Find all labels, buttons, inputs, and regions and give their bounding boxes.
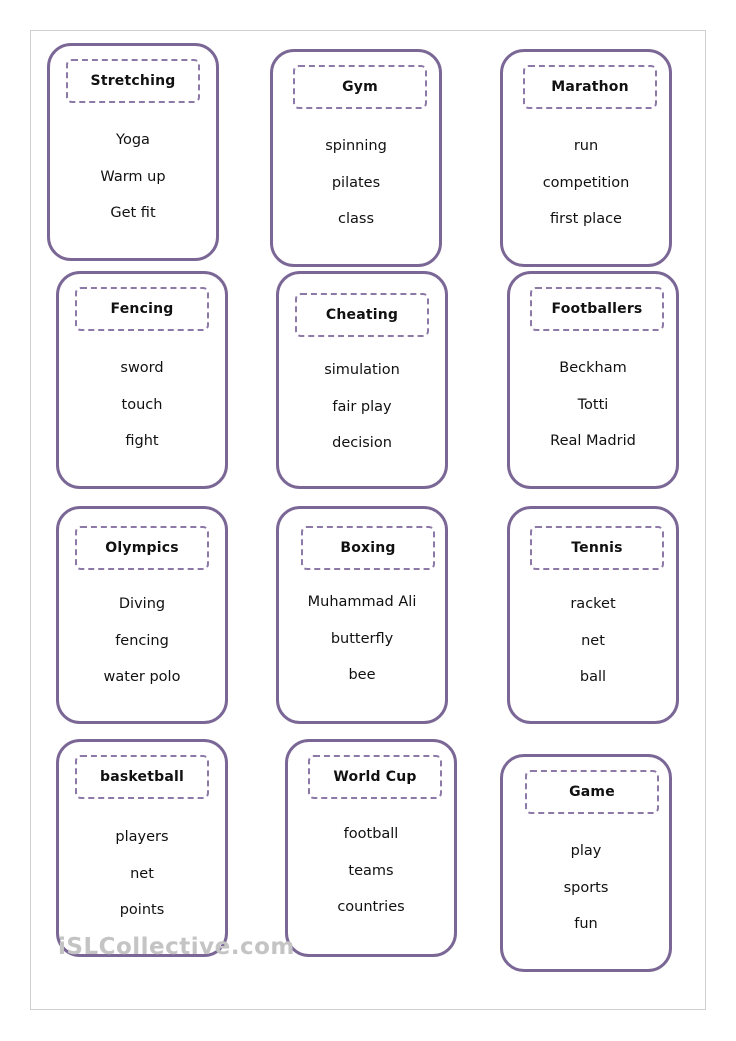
card-title: Footballers: [530, 287, 664, 331]
card-title: Olympics: [75, 526, 209, 570]
card-stretching: [47, 43, 219, 261]
card-footballers: [507, 271, 679, 489]
card-title: basketball: [75, 755, 209, 799]
card-word: ball: [579, 669, 607, 685]
card-word: class: [338, 211, 374, 227]
card-word: Warm up: [100, 168, 166, 185]
card-word: fight: [125, 433, 159, 449]
card-word: net: [130, 865, 154, 882]
card-title: Boxing: [301, 526, 435, 570]
card-word: racket: [570, 596, 616, 612]
card-word: Muhammad Ali: [307, 594, 417, 610]
card-word: Yoga: [116, 132, 150, 148]
card-word: water polo: [103, 669, 181, 685]
card-title: Gym: [293, 65, 427, 109]
card-olympics: [56, 506, 228, 724]
card-gym: [270, 49, 442, 267]
card-tennis: [507, 506, 679, 724]
card-world-cup: [285, 739, 457, 957]
card-title: Fencing: [75, 287, 209, 331]
card-word: teams: [348, 862, 394, 879]
card-title: Stretching: [66, 59, 200, 103]
card-word: players: [115, 829, 169, 845]
card-word: spinning: [325, 138, 387, 154]
card-title: Cheating: [295, 293, 429, 337]
card-word: simulation: [324, 362, 400, 378]
card-basketball: [56, 739, 228, 957]
card-word: touch: [121, 396, 163, 413]
card-word: football: [343, 826, 399, 842]
card-word: play: [570, 843, 602, 859]
watermark: iSLCollective.com: [58, 934, 295, 960]
card-word: sports: [563, 879, 609, 896]
card-word: butterfly: [330, 630, 394, 647]
card-word: Diving: [118, 596, 166, 612]
card-boxing: [276, 506, 448, 724]
card-word: competition: [542, 174, 630, 191]
card-marathon: [500, 49, 672, 267]
card-fencing: [56, 271, 228, 489]
card-word: first place: [550, 211, 622, 227]
card-word: Totti: [577, 396, 609, 413]
card-word: fair play: [332, 398, 392, 415]
card-word: countries: [337, 899, 405, 915]
card-cheating: [276, 271, 448, 489]
card-word: Real Madrid: [550, 433, 636, 449]
card-word: net: [581, 632, 605, 649]
card-word: run: [573, 138, 599, 154]
card-title: Tennis: [530, 526, 664, 570]
card-word: decision: [332, 435, 392, 451]
card-word: bee: [348, 667, 376, 683]
card-word: Get fit: [110, 205, 156, 221]
card-word: Beckham: [559, 360, 627, 376]
card-word: fencing: [115, 632, 169, 649]
card-title: Game: [525, 770, 659, 814]
card-game: [500, 754, 672, 972]
card-word: pilates: [331, 174, 381, 191]
card-word: sword: [120, 360, 164, 376]
card-title: Marathon: [523, 65, 657, 109]
card-word: points: [119, 902, 165, 918]
card-title: World Cup: [308, 755, 442, 799]
card-word: fun: [574, 916, 598, 932]
